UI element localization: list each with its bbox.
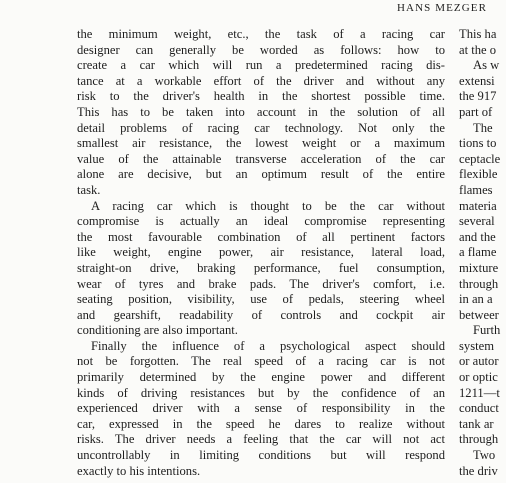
text-line: betweer [459, 307, 499, 322]
text-line: flames [459, 182, 493, 197]
text-line: through [459, 276, 499, 291]
text-line: kinds of driving resistances but by the confidence of an [77, 385, 445, 400]
text-line: The [473, 120, 493, 135]
text-line: or autor [459, 354, 499, 369]
text-line: conditioning are also important. [77, 323, 238, 338]
text-line: flexible [459, 167, 498, 182]
text-line: smallest air resistance, the lowest weight or a maximum [77, 136, 445, 151]
text-line: in an a [459, 292, 493, 307]
text-line: at the o [459, 42, 497, 57]
text-line: the driv [459, 463, 498, 478]
text-line: car, expressed in the speed he dares to realize without [77, 416, 445, 431]
text-line: create a car which will run a predetermined racing dis- [77, 58, 445, 73]
text-line: ceptacle [459, 151, 501, 166]
left-column [77, 27, 445, 479]
text-line: primarily determined by the engine power and different [77, 370, 445, 385]
text-line: system [459, 338, 494, 353]
text-line: the minimum weight, etc., the task of a racing car [77, 27, 445, 41]
text-line: exactly to his intentions. [77, 463, 201, 478]
text-line: designer can generally be worded as follows: how to [77, 42, 445, 57]
text-line: seating position, visibility, use of pedals, steering wheel [77, 292, 445, 307]
text-line: Two [473, 448, 496, 463]
text-line: and the [459, 229, 496, 244]
text-line: Furth [473, 323, 501, 338]
text-line: the 917 [459, 89, 497, 104]
text-line: risks. The driver needs a feeling that the car will not act [77, 432, 445, 447]
text-line: through [459, 432, 499, 447]
text-line: This ha [459, 27, 497, 41]
text-line: not be forgotten. The real speed of a racing car is not [77, 354, 445, 369]
text-line: detail problems of racing car technology. Not only the [77, 120, 445, 135]
text-line: and gearshift, readability of controls and cockpit air [77, 307, 445, 322]
text-line: materia [459, 198, 497, 213]
text-line: straight-on drive, braking performance, fuel consumption, [77, 260, 445, 275]
text-line: A racing car which is thought to be the car without [91, 198, 445, 213]
text-line: uncontrollably in limiting conditions but will respond [77, 448, 445, 463]
text-line: alone are decisive, but an optimum result of the entire [77, 167, 445, 182]
text-line: risk to the driver's health in the shortest possible time. [77, 89, 445, 104]
text-line: wear of tyres and brake pads. The driver's comfort, i.e. [77, 276, 445, 291]
text-line: tions to [459, 136, 497, 151]
text-line: experienced driver with a sense of responsibility in the [77, 401, 445, 416]
text-line: a flame [459, 245, 497, 260]
text-line: 1211—t [459, 385, 500, 400]
text-line: Finally the influence of a psychological aspect should [91, 338, 445, 353]
text-line: This has to be taken into account in the solution of all [77, 104, 445, 119]
text-line: value of the attainable transverse acceleration of the car [77, 151, 445, 166]
text-line: or optic [459, 370, 498, 385]
text-line: task. [77, 182, 101, 197]
text-line: like weight, engine power, air resistance, lateral load, [77, 245, 445, 260]
text-line: As w [473, 58, 500, 73]
running-head: HANS MEZGER [397, 2, 488, 14]
right-column [459, 27, 506, 479]
text-line: compromise is actually an ideal compromise representing [77, 214, 445, 229]
text-line: part of [459, 104, 493, 119]
text-line: mixture [459, 260, 499, 275]
text-line: tance at a workable effort of the driver and without any [77, 73, 445, 88]
text-line: tank ar [459, 416, 494, 431]
text-line: the most favourable combination of all pertinent factors [77, 229, 445, 244]
text-line: several [459, 214, 495, 229]
text-line: conduct [459, 401, 499, 416]
text-line: extensi [459, 73, 495, 88]
